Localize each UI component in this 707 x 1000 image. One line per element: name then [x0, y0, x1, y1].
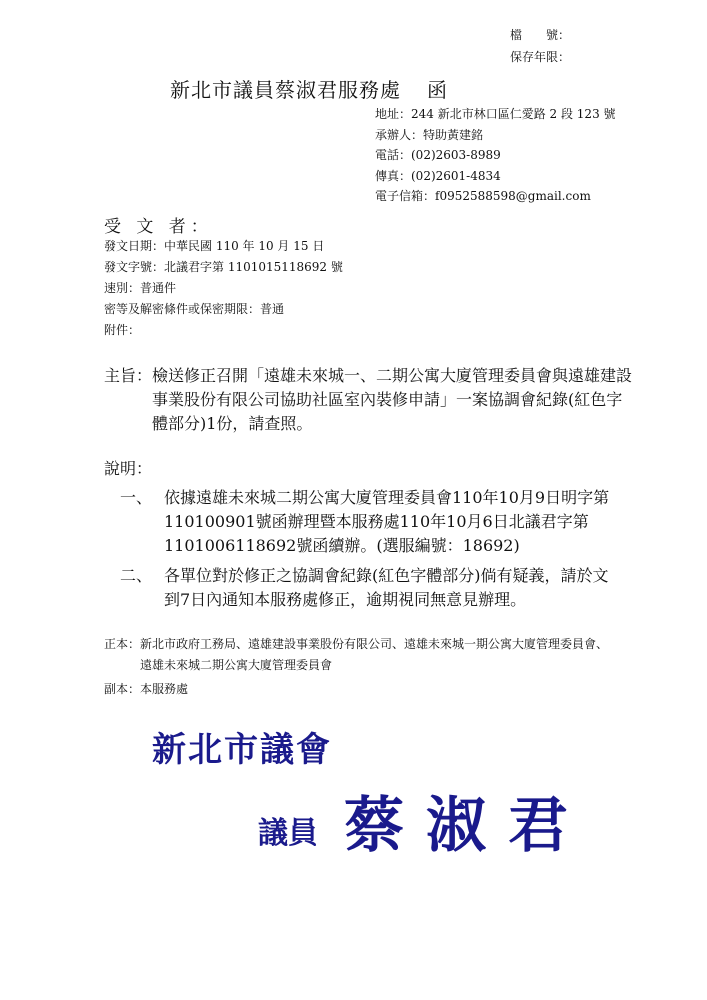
file-meta: [510, 24, 570, 68]
attachment-label: 附件：: [104, 323, 141, 337]
description-label: 說明：: [104, 459, 153, 478]
speed-class: 速別：普通件: [104, 281, 177, 295]
contact-fax: 傳真：(02)2601-4834: [375, 168, 501, 183]
org-title: 新北市議員蔡淑君服務處: [170, 78, 401, 102]
description-item-number: 一、: [120, 488, 153, 507]
recipients-copy: [104, 680, 188, 697]
doc-kind: 函: [427, 78, 448, 102]
signature-title: 議員: [258, 816, 318, 851]
signature-name: 蔡淑君: [344, 791, 590, 861]
contact-email: 電子信箱：f0952588598@gmail.com: [375, 189, 591, 203]
description-item-text: 各單位對於修正之協調會紀錄(紅色字體部分)倘有疑義，請於文到7日內通知本服務處修正，逾期視同無意見辦理。: [164, 566, 609, 609]
contact-phone: 電話：(02)2603-8989: [375, 148, 501, 162]
main-recipients-text: 新北市政府工務局、遠雄建設事業股份有限公司、遠雄未來城一期公寓大廈管理委員會、遠雄未來城二期公寓大廈管理委員會: [140, 637, 609, 672]
signature-council: 新北市議會: [152, 730, 332, 770]
description-item-number: 二、: [120, 566, 153, 585]
subject-label: 主旨：: [104, 366, 153, 385]
receiver-label: 受 文 者：: [104, 217, 213, 237]
retention-label: 保存年限：: [510, 50, 571, 64]
copy-recipients-label: 副本：: [104, 682, 141, 696]
contact-block: [375, 104, 616, 207]
main-recipients-label: 正本：: [104, 637, 141, 651]
send-number: 發文字號：北議君字第 1101015118692 號: [104, 260, 343, 274]
description-item-text: 依據遠雄未來城二期公寓大廈管理委員會110年10月9日明字第110100901號函辦理暨本服務處110年10月6日北議君字第1101006118692號函續辦。(選服編號：18692): [164, 488, 610, 555]
secrecy-class: 密等及解密條件或保密期限：普通: [104, 302, 285, 316]
send-date: 發文日期：中華民國 110 年 10 月 15 日: [104, 239, 325, 253]
letter-title: [170, 74, 448, 103]
copy-recipients-text: 本服務處: [140, 682, 189, 696]
subject-text: 檢送修正召開「遠雄未來城一、二期公寓大廈管理委員會與遠雄建設事業股份有限公司協助社區室內裝修申請」一案協調會紀錄(紅色字體部分)1份，請查照。: [152, 366, 633, 433]
doc-info: [104, 236, 343, 341]
file-number-label: 檔 號：: [510, 28, 571, 42]
contact-handler: 承辦人：特助黃建銘: [375, 127, 484, 142]
contact-address: 地址：244 新北市林口區仁愛路 2 段 123 號: [375, 107, 616, 121]
